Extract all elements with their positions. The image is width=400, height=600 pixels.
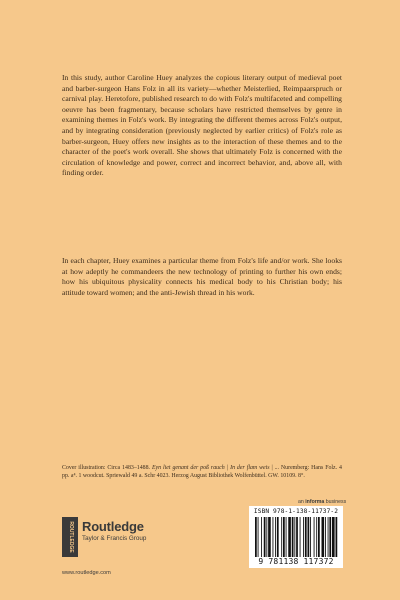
isbn-label: ISBN 978-1-138-11737-2	[253, 508, 339, 515]
publisher-name: Routledge	[82, 519, 144, 534]
logo-vertical-text: ROUTLEDGE	[68, 521, 74, 553]
barcode-bar	[318, 517, 320, 557]
barcode-bar	[281, 517, 282, 557]
barcode-bar	[268, 517, 271, 557]
barcode-bar	[305, 517, 307, 557]
barcode-bar	[300, 517, 301, 557]
barcode-bar	[261, 517, 262, 557]
barcode-bar	[329, 517, 331, 557]
publisher-group: Taylor & Francis Group	[82, 535, 147, 542]
barcode-bar	[328, 517, 329, 557]
blurb-paragraph-2: In each chapter, Huey examines a particular theme from Folz's life and/or work. She looks at how adeptly he commandeers the new technology of printing to further his own ends; how his ubiquitous physicality connects his medical body to his Christian body; his attitude toward women; and the anti-Jewish thread in his work.	[62, 256, 342, 297]
caption-title: Eyn liet genant der poß rauch | In der flam weis	[151, 465, 270, 471]
routledge-emblem-icon	[62, 517, 78, 557]
barcode-bar	[286, 517, 287, 557]
barcode-bar	[303, 517, 304, 557]
informa-prefix: an	[298, 499, 304, 505]
barcode-bar	[255, 517, 257, 557]
barcode-bar	[314, 517, 315, 557]
cover-illustration-caption	[62, 464, 342, 481]
barcode-bar	[332, 517, 335, 557]
barcode-bar	[336, 517, 338, 557]
barcode-bar	[316, 517, 317, 557]
barcode-bar	[288, 517, 291, 557]
informa-suffix: business	[325, 499, 347, 505]
caption-suffix: | ... Nuremberg: Hans Folz. 4 pp. a⁴. 1 woodcut. Spriewald 49 a. Schr 4023. Herzog August Bibliothek Wolfenbüttel. GW. 10109. 8°.	[62, 465, 342, 480]
barcode-bar	[273, 517, 274, 557]
isbn-barcode	[249, 506, 343, 568]
barcode-bar	[296, 517, 298, 557]
barcode-bar	[258, 517, 259, 557]
publisher-website: www.routledge.com	[62, 570, 111, 576]
barcode-bar	[308, 517, 310, 557]
caption-prefix: Cover illustration: Circa 1483–1488.	[62, 465, 151, 471]
barcode-bar	[294, 517, 295, 557]
barcode-bar	[325, 517, 326, 557]
blurb-paragraph-1: In this study, author Caroline Huey analyzes the copious literary output of medieval poet and barber-surgeon Hans Folz in all its variety—whether Meisterlied, Reimpaarspruch or carnival play. Heretofore, published research to do with Folz's multifaceted and compelling oeuvre has been fragmentary, because scholars have restricted themselves by genre in examining themes in Folz's work. By integrating the different themes across Folz's output, and by integrating consideration (previously neglected by earlier critics) of Folz's role as barber-surgeon, Huey offers new insights as to the interaction of these themes and to the character of the poet's work overall. She shows that ultimately Folz is concerned with the circulation of knowledge and power, correct and incorrect behavior, and, above all, with finding order.	[62, 73, 342, 178]
barcode-bar	[264, 517, 266, 557]
routledge-logo	[62, 517, 222, 565]
barcode-bar	[310, 517, 311, 557]
barcode-bar	[292, 517, 294, 557]
barcode-bar	[283, 517, 285, 557]
barcode-bars	[255, 517, 339, 557]
barcode-bar	[277, 517, 279, 557]
barcode-number: 9 781138 117372	[258, 557, 334, 566]
informa-brand: informa	[305, 499, 325, 505]
informa-business-tag	[298, 499, 346, 505]
barcode-bar	[266, 517, 267, 557]
barcode-bar	[322, 517, 325, 557]
barcode-bar	[275, 517, 276, 557]
